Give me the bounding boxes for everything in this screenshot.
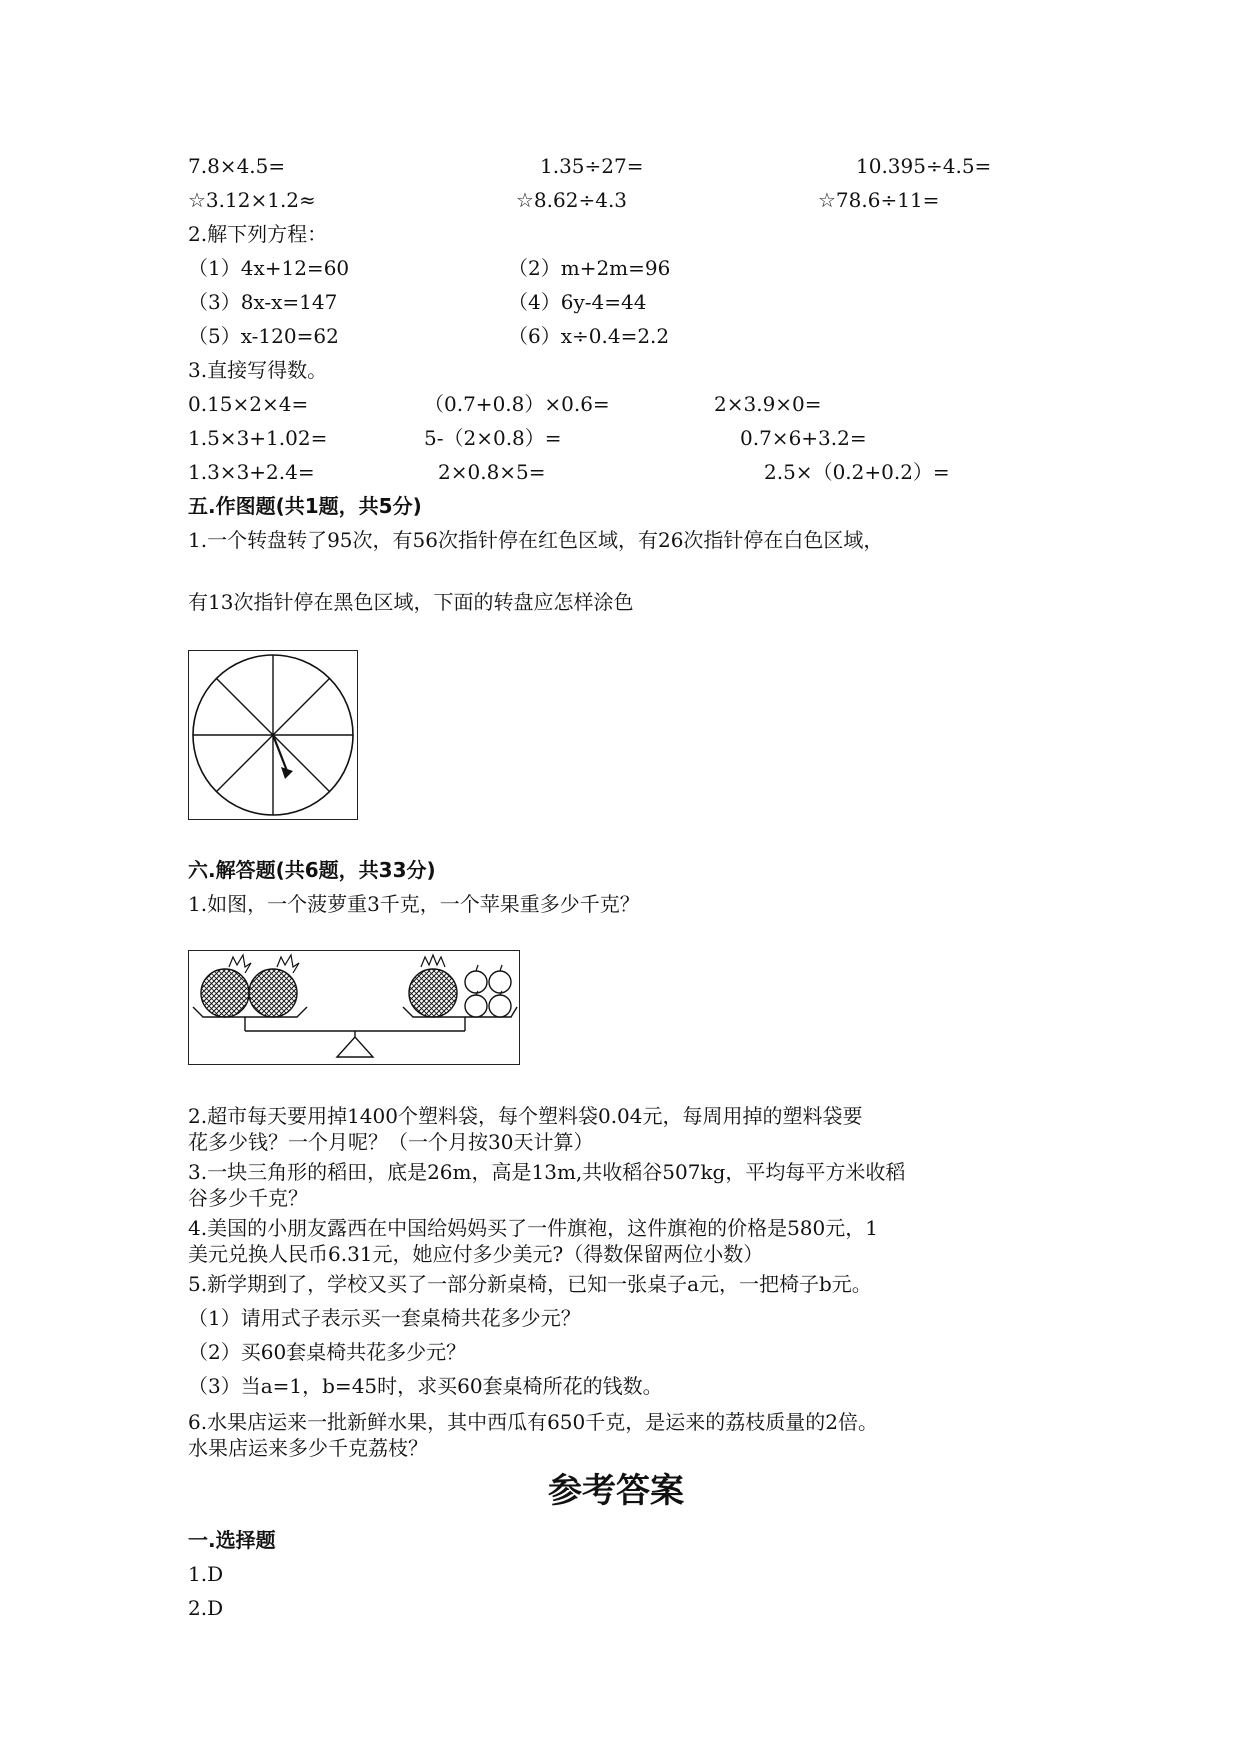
answer-item: 2.D [188, 1596, 224, 1620]
section6-q6-line2: 水果店运来多少千克荔枝？ [188, 1436, 428, 1460]
section5-q1-line1: 1.一个转盘转了95次，有56次指针停在红色区域，有26次指针停在白色区域， [188, 528, 884, 552]
apple-icon [465, 965, 487, 993]
section6-q2-line1: 2.超市每天要用掉1400个塑料袋，每个塑料袋0.04元，每周用掉的塑料袋要 [188, 1104, 863, 1128]
answer-item: 1.D [188, 1562, 224, 1586]
section5-q1-line2: 有13次指针停在黑色区域，下面的转盘应怎样涂色 [188, 590, 634, 614]
section6-q5-part3: （3）当a=1，b=45时，求买60套桌椅所花的钱数。 [188, 1374, 663, 1398]
q3-cell-3-1: 1.3×3+2.4= [188, 460, 315, 484]
calc-2-3: ☆78.6÷11= [818, 188, 940, 212]
apple-icon [465, 991, 487, 1017]
section6-q3-line2: 谷多少千克？ [188, 1186, 308, 1210]
calc-2-1: ☆3.12×1.2≈ [188, 188, 316, 212]
equation-2: （2）m+2m=96 [508, 256, 671, 280]
apple-icon [489, 965, 511, 993]
pineapple-icon [249, 955, 299, 1017]
equation-1: （1）4x+12=60 [188, 256, 350, 280]
section6-q4-line1: 4.美国的小朋友露西在中国给妈妈买了一件旗袍，这件旗袍的价格是580元，1 [188, 1216, 878, 1240]
spinner-figure [188, 650, 358, 820]
q3-cell-2-1: 1.5×3+1.02= [188, 426, 328, 450]
calc-1-1: 7.8×4.5= [188, 154, 286, 178]
pineapple-icon [409, 955, 457, 1017]
calc-1-3: 10.395÷4.5= [856, 154, 992, 178]
section6-q4-line2: 美元兑换人民币6.31元，她应付多少美元?（得数保留两位小数） [188, 1242, 764, 1266]
section6-q6-line1: 6.水果店运来一批新鲜水果，其中西瓜有650千克，是运来的荔枝质量的2倍。 [188, 1410, 878, 1434]
equation-6: （6）x÷0.4=2.2 [508, 324, 670, 348]
q3-cell-3-2: 2×0.8×5= [438, 460, 546, 484]
section6-q5-part1: （1）请用式子表示买一套桌椅共花多少元？ [188, 1306, 581, 1330]
equation-5: （5）x-120=62 [188, 324, 339, 348]
balance-diagram [189, 951, 519, 1064]
section6-q3-line1: 3.一块三角形的稻田，底是26m，高是13m,共收稻谷507kg，平均每平方米收稻 [188, 1160, 906, 1184]
section6-q1: 1.如图，一个菠萝重3千克，一个苹果重多少千克？ [188, 892, 640, 916]
answers-section1-heading: 一.选择题 [188, 1528, 276, 1552]
section6-q5-part2: （2）买60套桌椅共花多少元？ [188, 1340, 467, 1364]
equation-3: （3）8x-x=147 [188, 290, 338, 314]
apple-icon [489, 991, 511, 1017]
q3-cell-3-3: 2.5×（0.2+0.2）= [764, 460, 950, 484]
calc-1-2: 1.35÷27= [540, 154, 644, 178]
section6-heading: 六.解答题(共6题，共33分) [188, 858, 436, 882]
answers-title: 参考答案 [548, 1471, 684, 1511]
section5-heading: 五.作图题(共1题，共5分) [188, 494, 422, 518]
q3-cell-1-3: 2×3.9×0= [714, 392, 822, 416]
section6-q2-line2: 花多少钱？一个月呢？（一个月按30天计算） [188, 1130, 594, 1154]
spinner-diagram [189, 651, 357, 819]
q3-cell-1-2: （0.7+0.8）×0.6= [424, 392, 610, 416]
q3-cell-1-1: 0.15×2×4= [188, 392, 309, 416]
balance-figure [188, 950, 520, 1065]
q3-cell-2-3: 0.7×6+3.2= [740, 426, 867, 450]
equation-4: （4）6y-4=44 [508, 290, 647, 314]
pineapple-icon [201, 955, 251, 1017]
calc-2-2: ☆8.62÷4.3 [516, 188, 628, 212]
q3-title: 3.直接写得数。 [188, 358, 328, 382]
section6-q5: 5.新学期到了，学校又买了一部分新桌椅，已知一张桌子a元，一把椅子b元。 [188, 1272, 872, 1296]
q3-cell-2-2: 5-（2×0.8）= [424, 426, 562, 450]
q2-title: 2.解下列方程： [188, 222, 328, 246]
